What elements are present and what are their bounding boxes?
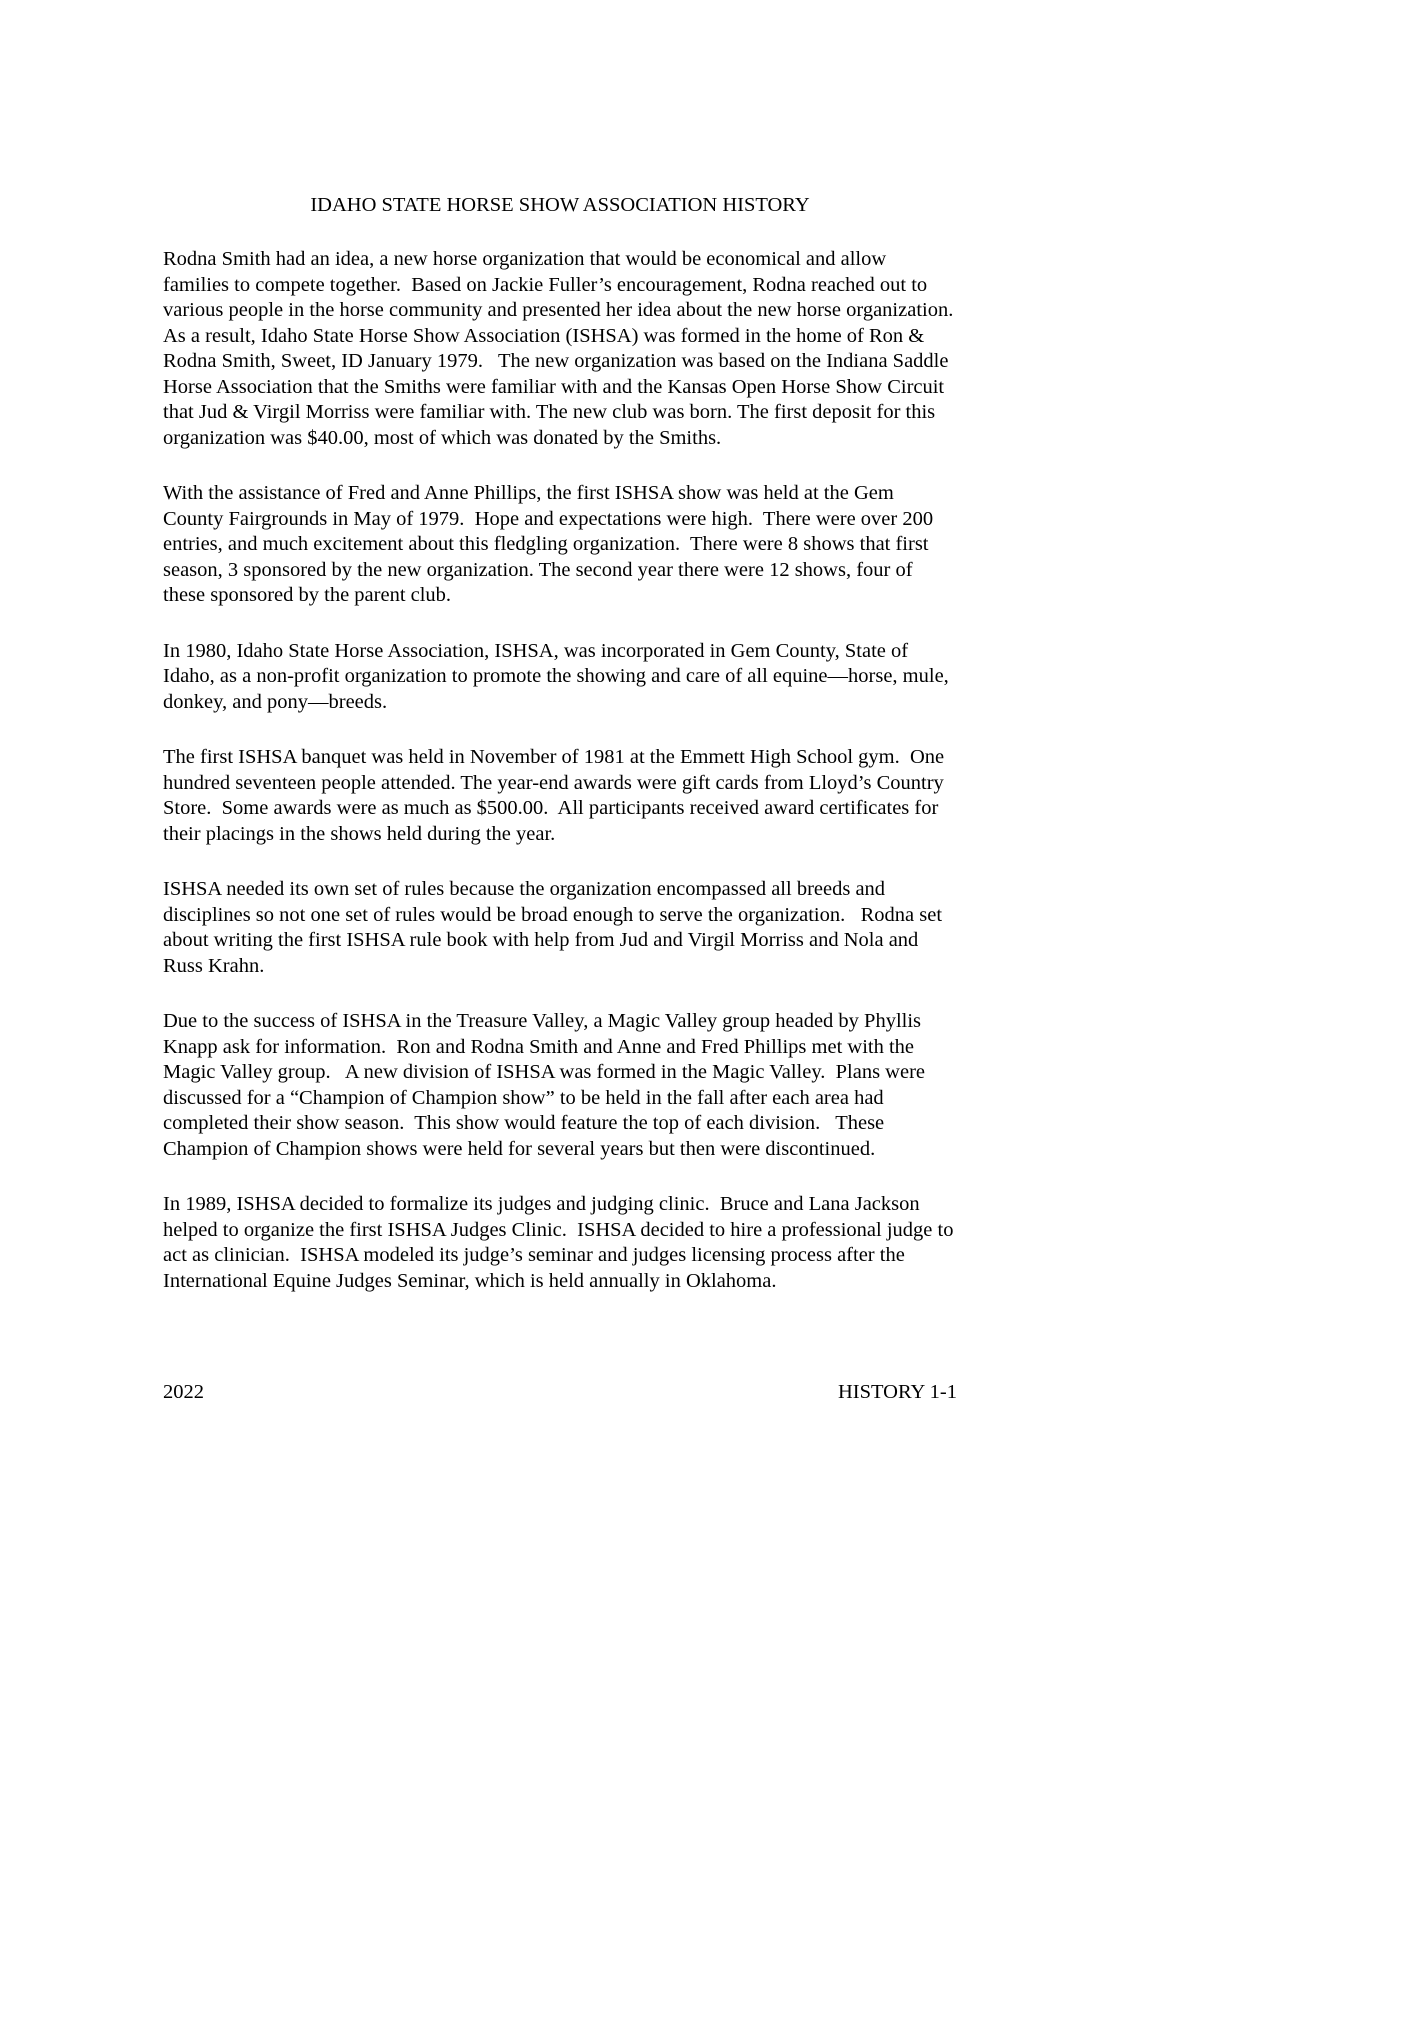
paragraph: ISHSA needed its own set of rules because the organization encompassed all breeds and disciplines so not one set of rules would be broad enough to serve the organization. Rodna set about writing the first ISHSA rule book with help from Jud and Virgil Morriss and Nola and Russ Krahn. <box>163 878 948 977</box>
paragraph: With the assistance of Fred and Anne Phillips, the first ISHSA show was held at the Gem County Fairgrounds in May of 1979. Hope and expectations were high. There were over 200 entries, and much excitement about this fledgling organization. There were 8 shows that first season, 3 sponsored by the new organization. The second year there were 12 shows, four of these sponsored by the parent club. <box>163 482 939 606</box>
paragraph: Due to the success of ISHSA in the Treasure Valley, a Magic Valley group headed by Phyllis Knapp ask for information. Ron and Rodna Smith and Anne and Fred Phillips met with the Magic Valley group. A new division of ISHSA was formed in the Magic Valley. Plans were discussed for a “Champion of Champion show” to be held in the fall after each area had completed their show season. This show would feature the top of each division. These Champion of Champion shows were held for several years but then were discontinued. <box>163 1010 931 1160</box>
page-title: IDAHO STATE HORSE SHOW ASSOCIATION HISTORY <box>310 194 810 216</box>
paragraph: In 1980, Idaho State Horse Association, ISHSA, was incorporated in Gem County, State of Idaho, as a non-profit organization to promote the showing and care of all equine—horse, mule, donkey, and pony—breeds. <box>163 639 954 713</box>
page-footer <box>163 1381 957 1404</box>
document-body <box>163 194 963 1320</box>
footer-year: 2022 <box>163 1381 204 1403</box>
footer-page-number: HISTORY 1-1 <box>837 1381 957 1403</box>
paragraph: The first ISHSA banquet was held in November of 1981 at the Emmett High School gym. One hundred seventeen people attended. The year-end awards were gift cards from Lloyd’s Country Store. Some awards were as much as $500.00. All participants received award certificates for their placings in the shows held during the year. <box>163 746 950 845</box>
paragraph: In 1989, ISHSA decided to formalize its judges and judging clinic. Bruce and Lana Jackson helped to organize the first ISHSA Judges Clinic. ISHSA decided to hire a professional judge to act as clinician. ISHSA modeled its judge’s seminar and judges licensing process after the International Equine Judges Seminar, which is held annually in Oklahoma. <box>163 1193 959 1292</box>
paragraph: Rodna Smith had an idea, a new horse organization that would be economical and allow families to compete together. Based on Jackie Fuller’s encouragement, Rodna reached out to various people in the horse community and presented her idea about the new horse organization. As a result, Idaho State Horse Show Association (ISHSA) was formed in the home of Ron & Rodna Smith, Sweet, ID January 1979. The new organization was based on the Indiana Saddle Horse Association that the Smiths were familiar with and the Kansas Open Horse Show Circuit that Jud & Virgil Morriss were familiar with. The new club was born. The first deposit for this organization was $40.00, most of which was donated by the Smiths. <box>163 248 963 449</box>
